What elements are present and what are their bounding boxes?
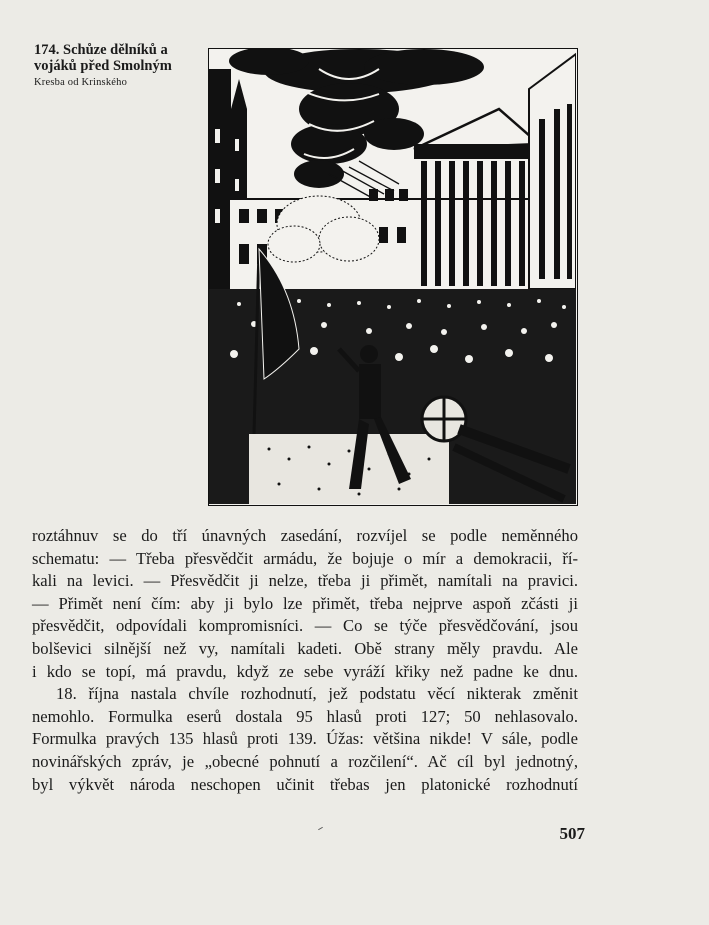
text-line: bolševici silnější než vy, namítali kadeti. Obě strany měly pravdu. Ale	[32, 638, 578, 658]
text-line: přesvědčit, odpovídali kompromisníci. — Co se týče přesvědčování, jsou	[32, 616, 578, 636]
figure-credit: Kresba od Krinského	[34, 77, 128, 88]
body-text	[32, 525, 578, 796]
page-number: 507	[559, 824, 585, 843]
text-line: kali na levici. — Přesvědčit ji nelze, třeba ji přimět, namítali na pravici.	[32, 571, 578, 591]
text-line: — Přimět není čím: aby ji bylo lze přimět, třeba nejprve aspoň zčásti ji	[32, 593, 578, 613]
print-speck	[318, 827, 323, 830]
text-line: novinářských zpráv, je „obecné pohnutí a rozčilení“. Ač cíl byl jednotný,	[32, 751, 578, 771]
text-line: nemohlo. Formulka eserů dostala 95 hlasů proti 127; 50 nehlasovalo.	[32, 706, 578, 726]
figure-title	[34, 42, 209, 58]
figure-title-line2: vojáků před Smolným	[34, 58, 172, 74]
illustration-drawing	[209, 49, 576, 504]
woodcut-illustration	[208, 48, 578, 506]
figure-number: 174.	[34, 42, 60, 58]
text-line: schematu: — Třeba přesvědčit armádu, že bojuje o mír a demokracii, ří-	[32, 548, 578, 568]
figure-title-line1: Schůze dělníků a	[63, 42, 168, 58]
figure-caption	[34, 42, 209, 91]
text-line: Formulka pravých 135 hlasů proti 139. Úžas: většina nikde! V sále, podle	[32, 729, 578, 749]
text-line: roztáhnuv se do tří únavných zasedání, rozvíjel se podle neměnného	[32, 526, 578, 545]
text-line: i kdo se topí, má pravdu, když ze sebe vyráží křiky než padne ke dnu.	[32, 661, 578, 681]
text-line: 18. října nastala chvíle rozhodnutí, jež podstatu věcí nikterak změnit	[56, 684, 578, 704]
text-line: byl výkvět národa neschopen učinit třebas jen platonické rozhodnutí	[32, 774, 578, 794]
